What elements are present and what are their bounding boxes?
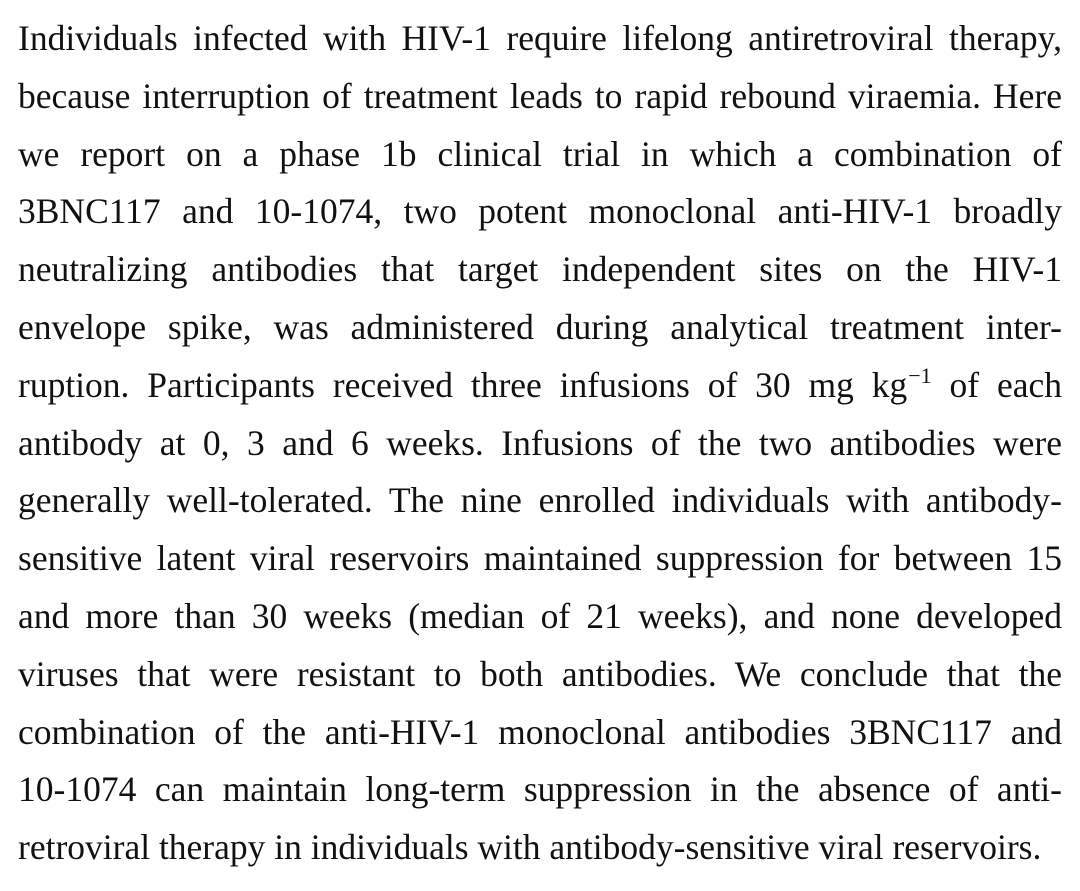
abstract-line-4: 3BNC117 and 10-1074, two potent monoclonal anti-HIV-1 broadly bbox=[18, 191, 1062, 232]
abstract-line-13: combination of the anti-HIV-1 monoclonal antibodies 3BNC117 and bbox=[18, 711, 1062, 752]
abstract-line-7 bbox=[18, 357, 1062, 415]
abstract-line-9: generally well-tolerated. The nine enrolled individuals with antibody- bbox=[18, 480, 1062, 521]
abstract-line-7-tail: of each bbox=[931, 364, 1062, 405]
superscript-exponent: −1 bbox=[908, 362, 932, 388]
abstract-line-14: 10-1074 can maintain long-term suppression in the absence of anti- bbox=[18, 769, 1062, 810]
abstract-line-11: and more than 30 weeks (median of 21 weeks), and none developed bbox=[18, 595, 1062, 636]
abstract-line-10: sensitive latent viral reservoirs maintained suppression for between 15 bbox=[18, 538, 1062, 579]
abstract-line-12: viruses that were resistant to both antibodies. We conclude that the bbox=[18, 653, 1062, 694]
abstract-paragraph bbox=[18, 10, 1062, 877]
abstract-line-15: retroviral therapy in individuals with antibody-sensitive viral reservoirs. bbox=[18, 827, 1042, 868]
abstract-line-7-text: ruption. Participants received three infusions of 30 mg kg bbox=[18, 364, 908, 405]
abstract-line-5: neutralizing antibodies that target independent sites on the HIV-1 bbox=[18, 249, 1062, 290]
abstract-line-1: Individuals infected with HIV-1 require lifelong antiretroviral therapy, bbox=[18, 18, 1062, 58]
abstract-line-3: we report on a phase 1b clinical trial in which a combination of bbox=[18, 133, 1062, 174]
abstract-line-2: because interruption of treatment leads to rapid rebound viraemia. Here bbox=[18, 75, 1062, 116]
abstract-line-8: antibody at 0, 3 and 6 weeks. Infusions of the two antibodies were bbox=[18, 422, 1062, 463]
abstract-line-6: envelope spike, was administered during analytical treatment inter- bbox=[18, 306, 1062, 347]
